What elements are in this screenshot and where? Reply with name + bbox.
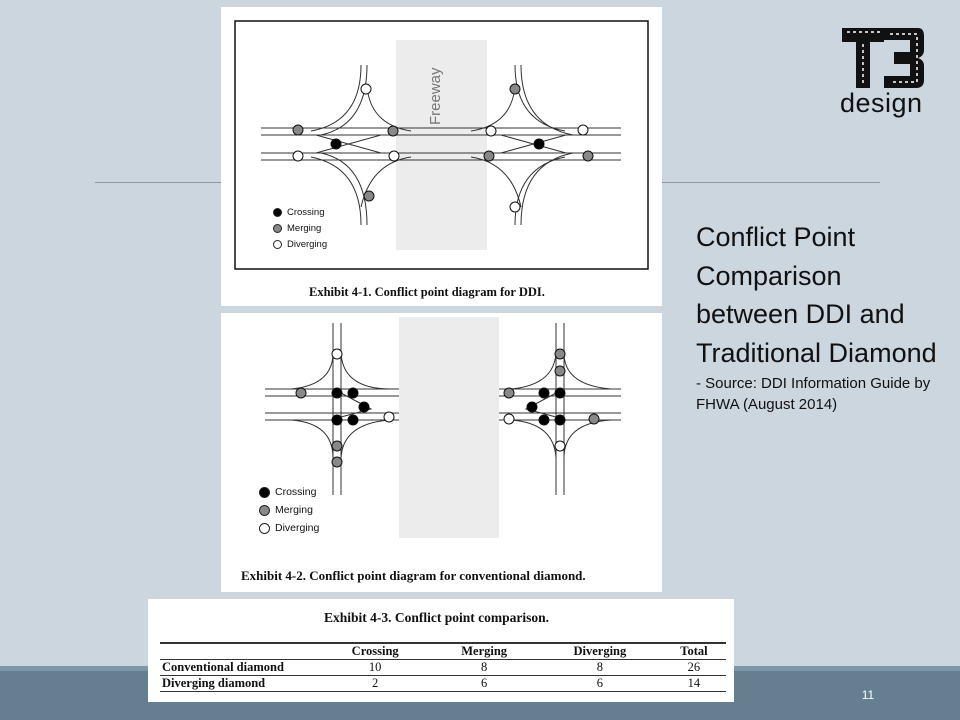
merging-legend-dot [273,224,282,233]
table-header [160,643,320,660]
divider-line-right [662,182,880,183]
table-header: Diverging [538,643,662,660]
table-header: Total [662,643,726,660]
exhibit-4-2-panel [221,313,662,592]
diverging-legend-dot [273,240,282,249]
legend-diverging: Diverging [275,522,320,534]
exhibit-4-1-legend [273,204,327,252]
cell-total: 26 [662,660,726,676]
legend-merging: Merging [275,504,313,516]
exhibit-4-1-caption: Exhibit 4-1. Conflict point diagram for DDI. [309,285,545,299]
merging-legend-dot [259,505,270,516]
slide-title: Conflict Point Comparison between DDI and Traditional Diamond [696,222,937,368]
cell-total: 14 [662,676,726,692]
cell-merging: 8 [430,660,538,676]
table-header: Merging [430,643,538,660]
row-label: Conventional diamond [160,660,320,676]
cell-crossing: 2 [320,676,430,692]
row-label: Diverging diamond [160,676,320,692]
conflict-comparison-table [160,642,726,692]
legend-crossing: Crossing [287,206,325,218]
cell-diverging: 8 [538,660,662,676]
freeway-band-2 [399,317,499,538]
slide-source: - Source: DDI Information Guide by FHWA (August 2014) [696,375,931,413]
crossing-legend-dot [259,487,270,498]
exhibit-4-2-legend [259,483,319,537]
divider-line-left [95,182,221,183]
cell-merging: 6 [430,676,538,692]
legend-diverging: Diverging [287,238,328,250]
table-row [160,676,726,692]
page-number: 11 [861,688,875,702]
diverging-legend-dot [259,523,270,534]
crossing-legend-dot [273,208,282,217]
exhibit-4-3-caption: Exhibit 4-3. Conflict point comparison. [324,610,550,625]
cell-crossing: 10 [320,660,430,676]
logo-word: design [840,88,923,118]
exhibit-4-2-caption: Exhibit 4-2. Conflict point diagram for conventional diamond. [241,568,586,583]
legend-merging: Merging [287,222,322,234]
ddi-diagram [221,7,662,306]
table-header: Crossing [320,643,430,660]
t3-design-logo [838,22,928,122]
exhibit-4-1-panel [221,7,662,306]
slide-title-block [696,218,946,415]
cell-diverging: 6 [538,676,662,692]
table-row [160,660,726,676]
legend-crossing: Crossing [275,486,317,498]
t3-logo-mark [838,22,928,90]
freeway-label: Freeway [427,67,444,125]
conventional-diamond-diagram [221,313,662,592]
